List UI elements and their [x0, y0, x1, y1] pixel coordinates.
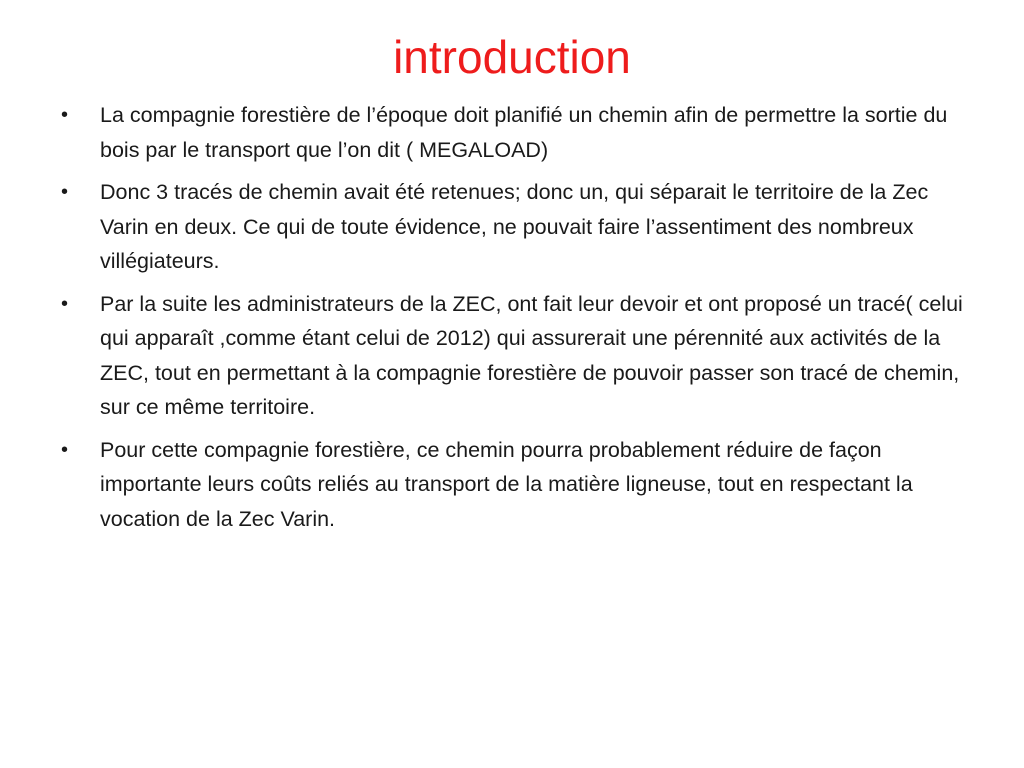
slide-title: introduction	[393, 31, 631, 83]
bullet-dot-icon: •	[61, 292, 69, 315]
bullet-item	[61, 287, 972, 425]
bullet-list	[61, 98, 972, 544]
bullet-text: Pour cette compagnie forestière, ce chemin pourra probablement réduire de façon importante leurs coûts reliés au transport de la matière ligneuse, tout en respectant la vocation de la Zec Varin.	[100, 437, 913, 531]
bullet-item	[61, 175, 972, 279]
bullet-text: Donc 3 tracés de chemin avait été retenues; donc un, qui séparait le territoire de la Zec Varin en deux. Ce qui de toute évidence, ne pouvait faire l’assentiment des nombreux villégiateurs.	[100, 180, 929, 273]
bullet-text: La compagnie forestière de l’époque doit planifié un chemin afin de permettre la sortie du bois par le transport que l’on dit ( MEGALOAD)	[100, 103, 948, 162]
bullet-item	[61, 433, 972, 537]
bullet-item	[61, 98, 972, 167]
bullet-text: Par la suite les administrateurs de la ZEC, ont fait leur devoir et ont proposé un tracé( celui qui apparaît ,comme étant celui de 2012) qui assurerait une pérennité aux activités de la ZEC, tout en permettant à la compagnie forestière de pouvoir passer son tracé de chemin, sur ce même territoire.	[100, 291, 963, 419]
bullet-dot-icon: •	[61, 438, 69, 461]
bullet-dot-icon: •	[61, 181, 69, 203]
bullet-dot-icon: •	[61, 104, 69, 126]
